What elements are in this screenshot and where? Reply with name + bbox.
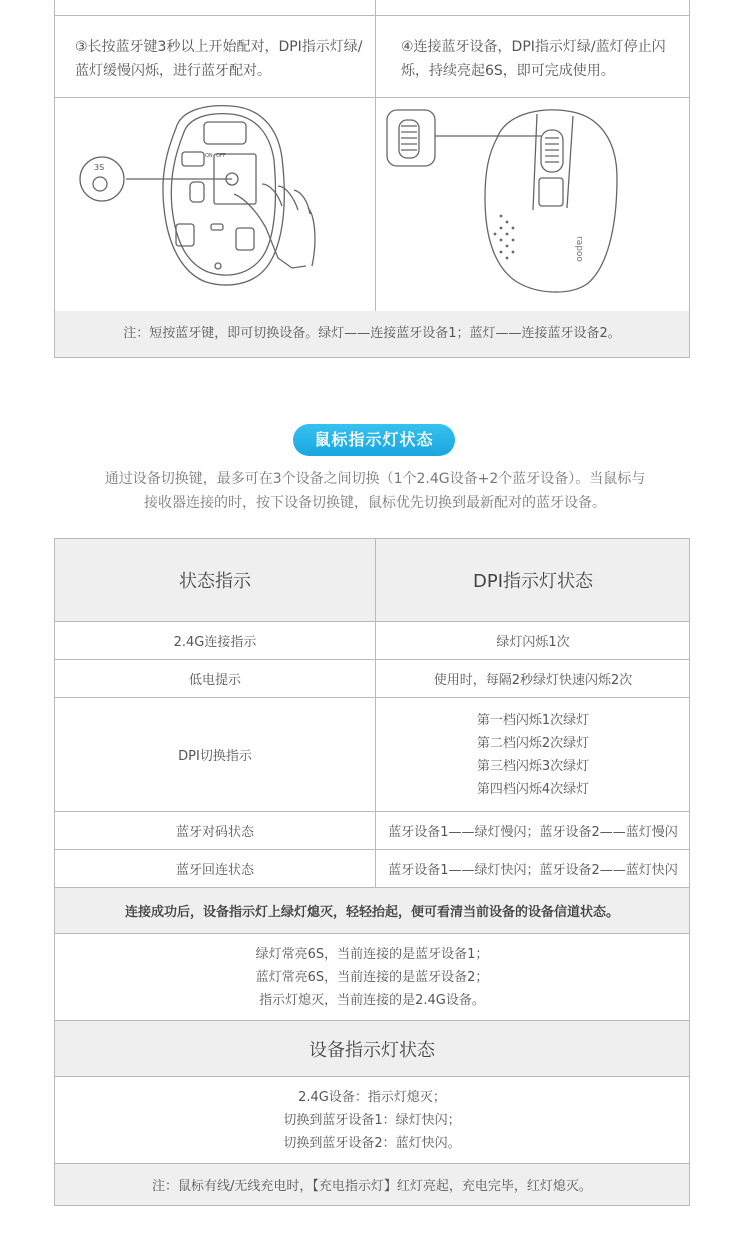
section-title-badge: 鼠标指示灯状态	[293, 424, 455, 456]
channel-status-lines	[55, 934, 689, 1020]
channel-line: 指示灯熄灭，当前连接的是2.4G设备。	[259, 992, 485, 1008]
device-line: 切换到蓝牙设备2：蓝灯快闪。	[283, 1135, 461, 1151]
column-divider	[375, 0, 376, 311]
device-line: 2.4G设备：指示灯熄灭；	[298, 1089, 446, 1105]
channel-line: 绿灯常亮6S，当前连接的是蓝牙设备1；	[255, 946, 489, 962]
section-intro-line-1: 通过设备切换键，最多可在3个设备之间切换（1个2.4G设备+2个蓝牙设备）。当鼠标与	[104, 471, 646, 487]
bluetooth-switch-note: 注：短按蓝牙键，即可切换设备。绿灯——连接蓝牙设备1；蓝灯——连接蓝牙设备2。	[55, 311, 689, 357]
header-dpi-light-status: DPI指示灯状态	[472, 571, 594, 592]
row-divider	[55, 15, 689, 16]
dpi-switch-lines	[376, 698, 690, 811]
device-line: 切换到蓝牙设备1：绿灯快闪；	[283, 1112, 461, 1128]
table-row: 低电提示	[188, 673, 241, 688]
device-light-header: 设备指示灯状态	[55, 1021, 689, 1076]
dpi-level-line: 第二档闪烁2次绿灯	[476, 735, 590, 751]
table-row: 蓝牙回连状态	[175, 863, 254, 878]
connected-note-row: 连接成功后，设备指示灯上绿灯熄灭，轻轻抬起，便可看清当前设备的设备信道状态。	[55, 888, 689, 933]
section-intro-line-2: 接收器连接的时，按下设备切换键，鼠标优先切换到最新配对的蓝牙设备。	[144, 495, 606, 511]
table-row: 蓝牙设备1——绿灯快闪；蓝牙设备2——蓝灯快闪	[388, 863, 678, 878]
step-3-text: ③长按蓝牙键3秒以上开始配对，DPI指示灯绿/蓝灯缓慢闪烁，进行蓝牙配对。	[75, 39, 363, 79]
pairing-steps-panel	[54, 0, 690, 358]
brand-logo: rapoo	[574, 236, 584, 262]
switch-off-label: OFF	[216, 153, 226, 159]
indicator-status-table	[54, 538, 690, 1206]
switch-on-label: ON	[205, 153, 213, 159]
header-status-indicator: 状态指示	[179, 571, 251, 592]
table-row: 蓝牙设备1——绿灯慢闪；蓝牙设备2——蓝灯慢闪	[388, 825, 678, 840]
dpi-level-line: 第四档闪烁4次绿灯	[476, 781, 590, 797]
charging-note-row: 注：鼠标有线/无线充电时，【充电指示灯】红灯亮起，充电完毕，红灯熄灭。	[55, 1164, 689, 1205]
device-light-lines	[55, 1077, 689, 1163]
dpi-level-line: 第一档闪烁1次绿灯	[476, 712, 590, 728]
channel-line: 蓝灯常亮6S，当前连接的是蓝牙设备2；	[255, 969, 489, 985]
mouse-bottom-illustration	[56, 98, 374, 310]
table-row: 2.4G连接指示	[173, 635, 257, 650]
mouse-top-illustration	[377, 98, 692, 310]
table-row: 绿灯闪烁1次	[496, 635, 570, 650]
dpi-level-line: 第三档闪烁3次绿灯	[476, 758, 590, 774]
step-4-text: ④连接蓝牙设备，DPI指示灯绿/蓝灯停止闪烁，持续亮起6S，即可完成使用。	[401, 39, 666, 79]
table-row: 蓝牙对码状态	[175, 825, 254, 840]
table-row: 使用时，每隔2秒绿灯快速闪烁2次	[433, 673, 633, 688]
hold-time-label: 3S	[94, 163, 105, 172]
table-row: DPI切换指示	[178, 749, 252, 764]
